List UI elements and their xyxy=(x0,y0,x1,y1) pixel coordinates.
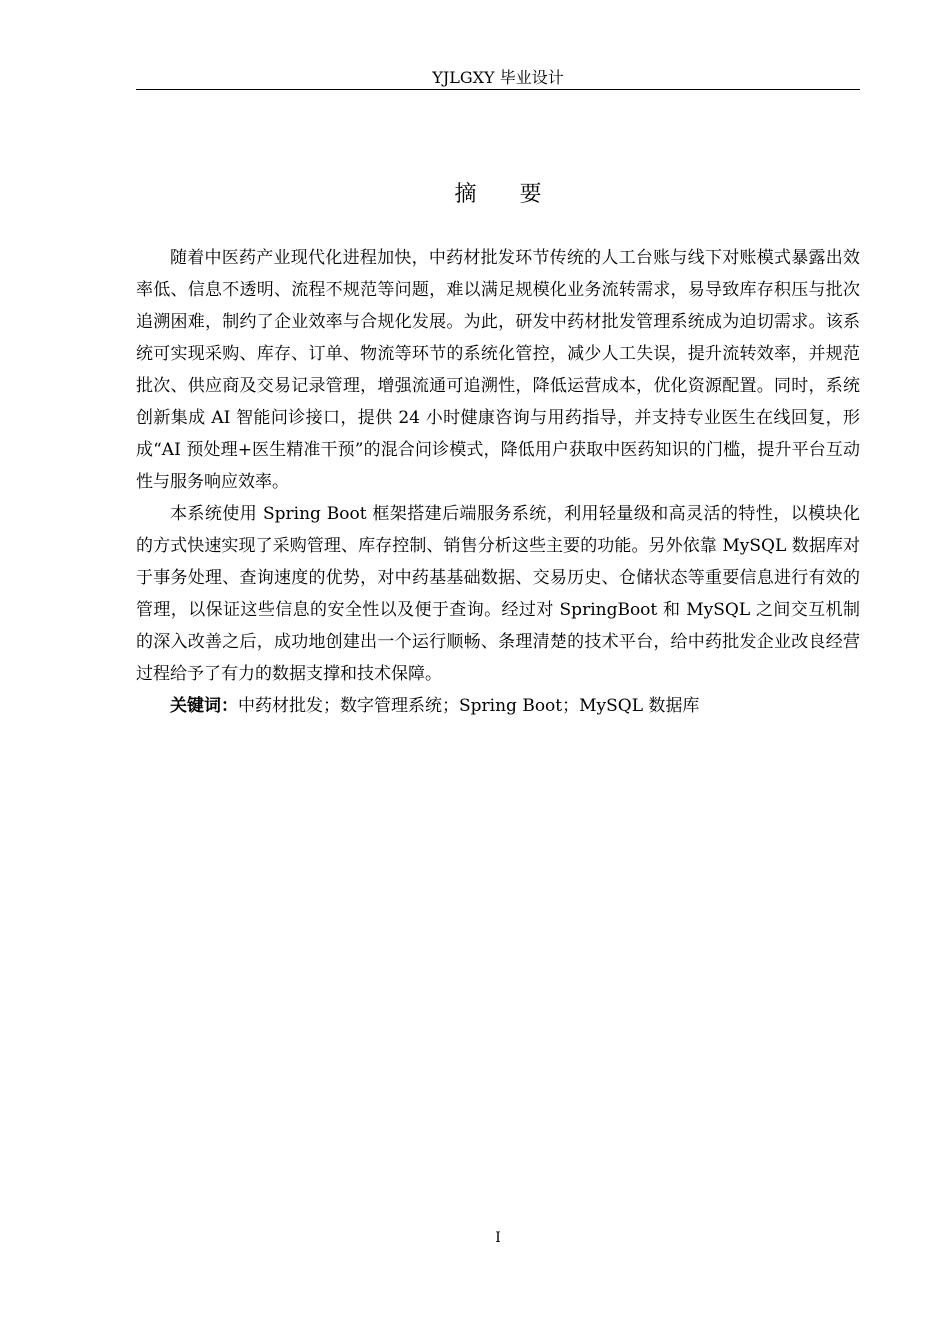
header-divider xyxy=(136,89,860,90)
abstract-body xyxy=(136,242,860,722)
keywords-line xyxy=(136,690,860,722)
keywords-label: 关键词： xyxy=(170,696,238,716)
page-number: I xyxy=(495,1230,501,1246)
abstract-title: 摘 要 xyxy=(454,182,560,207)
abstract-paragraph-2: 本系统使用 Spring Boot 框架搭建后端服务系统，利用轻量级和高灵活的特性，以模块化的方式快速实现了采购管理、库存控制、销售分析这些主要的功能。另外依靠 MySQL 数据库对于事务处理、查询速度的优势，对中药基基础数据、交易历史、仓储状态等重要信息进行有效的管理，以保证这些信息的安全性以及便于查询。经过对 SpringBoot 和 MySQL 之间交互机制的深入改善之后，成功地创建出一个运行顺畅、条理清楚的技术平台，给中药批发企业改良经营过程给予了有力的数据支撑和技术保障。 xyxy=(136,504,860,684)
abstract-paragraph-1: 随着中医药产业现代化进程加快，中药材批发环节传统的人工台账与线下对账模式暴露出效率低、信息不透明、流程不规范等问题，难以满足规模化业务流转需求，易导致库存积压与批次追溯困难，制约了企业效率与合规化发展。为此，研发中药材批发管理系统成为迫切需求。该系统可实现采购、库存、订单、物流等环节的系统化管控，减少人工失误，提升流转效率，并规范批次、供应商及交易记录管理，增强流通可追溯性，降低运营成本，优化资源配置。同时，系统创新集成 AI 智能问诊接口，提供 24 小时健康咨询与用药指导，并支持专业医生在线回复，形成“AI 预处理+医生精准干预”的混合问诊模式，降低用户获取中医药知识的门槛，提升平台互动性与服务响应效率。 xyxy=(136,248,860,492)
page-header: YJLGXY 毕业设计 xyxy=(432,68,564,87)
keywords-text: 中药材批发；数字管理系统；Spring Boot；MySQL 数据库 xyxy=(238,696,700,716)
